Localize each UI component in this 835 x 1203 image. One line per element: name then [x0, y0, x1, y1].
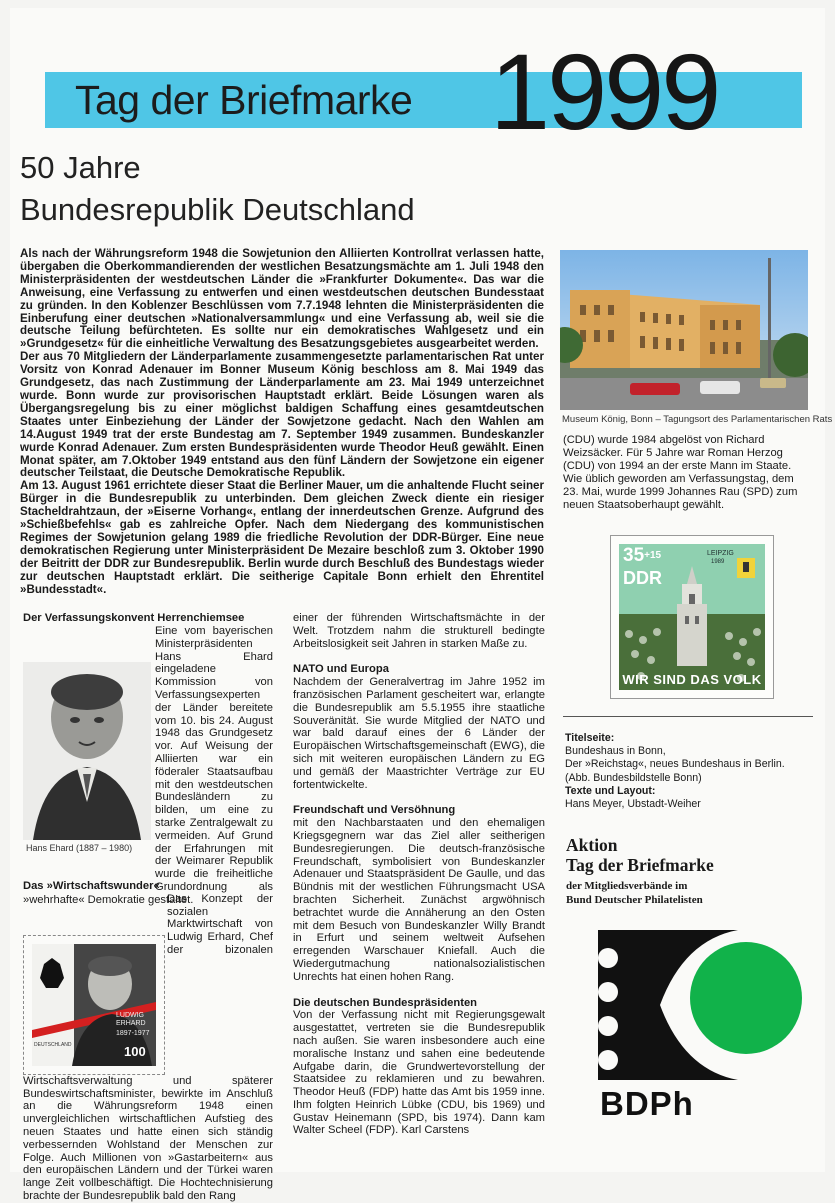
credits-title-line: Der »Reichstag«, neues Bundeshaus in Berlin.	[565, 758, 785, 771]
wirtschaftswunder-paragraph: Das Konzept der sozialen Marktwirtschaft von Ludwig Erhard, Chef der bizonalen Wirtschaftsverwaltung und späterer Bundeswirtschaftsminister, bewirkte im Anschluß an die Währungsreform 1948 einen unvergleichlichen wirtschaftlichen Aufstieg des neuen Staates und hatte einen sich ständig verbessernden Wohlstand der Menschen zur Folge. Auch Millionen von »Gastarbeitern« aus den europäischen Ländern und der Türkei waren lange Zeit vollbeschäftigt. Die Hochtechnisierung brachte der Bundesrepublik bald den Rang	[23, 892, 273, 1202]
continuation-paragraph: einer der führenden Wirtschaftsmächte in der Welt. Trotzdem nahm die strukturell bedingte Arbeitslosigkeit seit Jahren in starken Maße zu.	[293, 612, 545, 650]
herrenchiemsee-paragraph: Eine vom bayerischen Ministerpräsidenten Hans Ehard eingeladene Kommission von Verfassungsexperten der Länder bereitete vom 10. bis 24. August 1948 das Grundgesetz vor. Auf Weisung der Alliierten war ein föderaler Staatsaufbau mit den westdeutschen Bundesländern zu bilden, um eine zu starke Zentralgewalt zu vermeiden. Auf Grund der Erfahrungen mit der Weimarer Republik wurde die freiheitliche Grundordnung als »wehrhafte« Demokratie gestaltet.	[23, 625, 273, 906]
erhard-stamp-value: 100	[124, 1044, 146, 1059]
section-heading-herrenchiemsee: Der Verfassungskonvent Herrenchiemsee	[23, 612, 245, 624]
museum-photo	[560, 250, 808, 410]
ddr-surcharge: +15	[644, 550, 662, 561]
credits-text-line: Hans Meyer, Ubstadt-Weiher	[565, 798, 701, 811]
photo-caption: Museum König, Bonn – Tagungsort des Parlamentarischen Rats	[562, 414, 833, 425]
column-middle	[293, 612, 545, 1137]
right-paragraph: (CDU) wurde 1984 abgelöst von Richard Weizsäcker. Für 5 Jahre war Roman Herzog (CDU) von 1994 an der erste Mann im Staate. Wie üblich geworden am Verfassungstag, dem 23. Mai, wurde 1999 Johannes Rau (SPD) zum neuen Staatsoberhaupt gewählt.	[563, 434, 798, 511]
erhard-stamp	[23, 935, 165, 1075]
credits-block	[565, 732, 785, 811]
erhard-stamp-name: LUDWIG ERHARD	[116, 1012, 146, 1027]
ddr-stamp-slogan: WIR SIND DAS VOLK	[622, 672, 762, 687]
intro-paragraph: Am 13. August 1961 errichtete dieser Staat die Berliner Mauer, um die anhaltende Flucht seiner Bürger in die Bundesrepublik zu unterbinden. Dem gleichen Zweck diente ein riesiger Stacheldrahtzaun, der »Eiserne Vorhang«, entlang der innerdeutschen Grenze. Aufgrund des »Schießbefehls« gab es zahlreiche Opfer. Nach dem Niedergang des kommunistischen Regimes der Sowjetunion gelang 1989 die friedliche Revolution der DDR-Bürger. Eine neue demokratischen Regierung unter Ministerpräsident De Mezaire beschloß zum 3. Oktober 1990 der Beitritt der DDR zur Bundesrepublik. Berlin wurde durch Beschluß des Bundestags wieder zur deutschen Hauptstadt erklärt. Die seitherige Capitale Bonn erhielt den Ehrentitel »Bundesstadt«.	[20, 479, 544, 596]
section-heading-nato: NATO und Europa	[293, 663, 389, 676]
ddr-stamp-city: LEIPZIG	[707, 550, 734, 557]
bdph-logo-text: BDPh	[600, 1085, 694, 1122]
ddr-stamp-value	[623, 546, 661, 566]
section-heading-wirtschaftswunder: Das »Wirtschaftswunder«	[23, 880, 160, 892]
ddr-stamp	[610, 535, 774, 699]
credits-title-head: Titelseite:	[565, 732, 615, 744]
herrenchiemsee-text	[23, 625, 273, 907]
divider-rule	[563, 716, 813, 717]
bundespraesidenten-paragraph: Von der Verfassung nicht mit Regierungsgewalt ausgestattet, vertreten sie die Bundesrepublik nach außen. Sie waren insbesondere auch eine moralische Instanz und sahen eine bedeutende Aufgabe darin, die Grundwertevorstellung der Staatsidee zu reklamieren und zu bewahren. Theodor Heuß (FDP) hatte das Amt bis 1959 inne. Ihm folgten Heinrich Lübke (CDU, bis 1969) und Gustav Heinemann (SPD, bis 1974). Dann kam Walter Scheel (FDP). Karl Carstens	[293, 1009, 545, 1137]
header-title: Tag der Briefmarke	[75, 77, 413, 123]
right-text	[563, 434, 808, 512]
aktion-line1: Aktion	[566, 835, 618, 855]
portrait-caption: Hans Ehard (1887 – 1980)	[26, 843, 133, 853]
float-spacer	[23, 663, 155, 881]
aktion-line2: Tag der Briefmarke	[566, 855, 714, 875]
credits-title-line: (Abb. Bundesbildstelle Bonn)	[565, 771, 702, 784]
column-left-top	[23, 612, 273, 625]
header-year: 1999	[490, 31, 719, 152]
freundschaft-paragraph: mit den Nachbarstaaten und den ehemaligen Kriegsgegnern war das Ziel aller seitherigen Bundesregierungen. Die deutsch-französische Freundschaft, symbolisiert von Bundeskanzler Adenauer und Staatspräsident De Gaulle, und das Bündnis mit der westlichen Führungsmacht USA brachten Sicherheit. Zunächst argwöhnisch betrachtet wurde die Annäherung an den Osten mit dem Besuch von Bundeskanzler Willy Brandt in Erfurt und seinem weltweit Aufsehen erregenden Warschauer Kniefall. Auch die Wiedergutmachung nationalsozialistischen Unrechts hat einen hohen Rang.	[293, 817, 545, 983]
ddr-stamp-image	[619, 544, 765, 690]
aktion-subheading	[566, 880, 703, 907]
intro-paragraph: Der aus 70 Mitgliedern der Länderparlamente zusammengesetzte parlamentarischen Rat unter Vorsitz von Konrad Adenauer im Bonner Museum König beschloss am 8. Mai 1949 das Grundgesetz, das nach Zustimmung der Länderparlamente am 23. Mai 1949 unterzeichnet wurde. Bonn wurde zur provisorischen Hauptstadt erklärt. Beide Lösungen waren als Übergangsregelung bis zu einer möglichst baldigen Schaffung eines gesamtdeutschen Staates unter Einbeziehung der Länder der Sowjetzone gedacht. Nach den Wahlen am 14.August 1949 trat der erste Bundestag am 7. September 1949 zusammen. Bundeskanzler wurde Konrad Adenauer. Zum ersten Bundespräsidenten wurde Theodor Heuß gewählt. Einen Monat später, am 7.Oktober 1949 entstand aus den fünf Ländern der Sowjetzone ein eigener deutscher Teilstaat, die Deutsche Demokratische Republik.	[20, 350, 544, 480]
aktion-sub1: der Mitgliedsverbände im	[566, 880, 688, 892]
section-heading-bundespraesidenten: Die deutschen Bundespräsidenten	[293, 996, 478, 1009]
intro-text	[20, 248, 544, 596]
erhard-stamp-years: 1897-1977	[116, 1030, 150, 1037]
ddr-stamp-year: 1989	[711, 559, 725, 565]
aktion-heading	[566, 835, 714, 875]
subtitle-line1: 50 Jahre	[20, 150, 141, 185]
aktion-sub2: Bund Deutscher Philatelisten	[566, 893, 703, 906]
section-heading-freundschaft: Freundschaft und Versöhnung	[293, 804, 456, 817]
nato-paragraph: Nachdem der Generalvertrag im Jahre 1952 im französischen Parlament gescheitert war, erlangte die Bundesrepublik am 5.5.1955 ihre staatliche Souveränität. Sie wurde Mitglied der NATO und war bald darauf eines der 6 Länder der Europäischen Wirtschaftsgemeinschaft (EWG), die sich mit weiteren europäischen Ländern zu EG und gemäß der Maastrichter Verträge zur EU fortentwickelte.	[293, 676, 545, 791]
intro-paragraph: Als nach der Währungsreform 1948 die Sowjetunion den Alliierten Kontrollrat verlassen hatte, übergaben die Oberkommandierenden der westlichen Besatzungsmächte am 1. Juli 1948 den Ministerpräsidenten der westdeutschen Länder die »Frankfurter Dokumente«. Das war die Anweisung, eine Verfassung zu entwerfen und einen westdeutschen deutschen Bundesstaat zu gründen. In den Koblenzer Beschlüssen vom 7.7.1948 lehnten die Ministerpräsidenten die Einberufung einer deutschen »Nationalversammlung« und eine Verfassung ab, weil sie die deutsche Teilung befürchteten. Es sollte nur ein demokratisches Wahlgesetz und ein »Grundgesetz« für die einheitliche Verwaltung des Besatzungsgebietes ausgearbeitet werden.	[20, 247, 544, 351]
credits-text-head: Texte und Layout:	[565, 784, 656, 797]
erhard-stamp-image	[32, 944, 156, 1066]
erhard-stamp-country: DEUTSCHLAND	[34, 1042, 72, 1048]
ddr-stamp-country: DDR	[623, 568, 662, 588]
subtitle-line2: Bundesrepublik Deutschland	[20, 192, 415, 227]
ddr-value: 35	[623, 545, 645, 566]
credits-title-line: Bundeshaus in Bonn,	[565, 745, 666, 758]
